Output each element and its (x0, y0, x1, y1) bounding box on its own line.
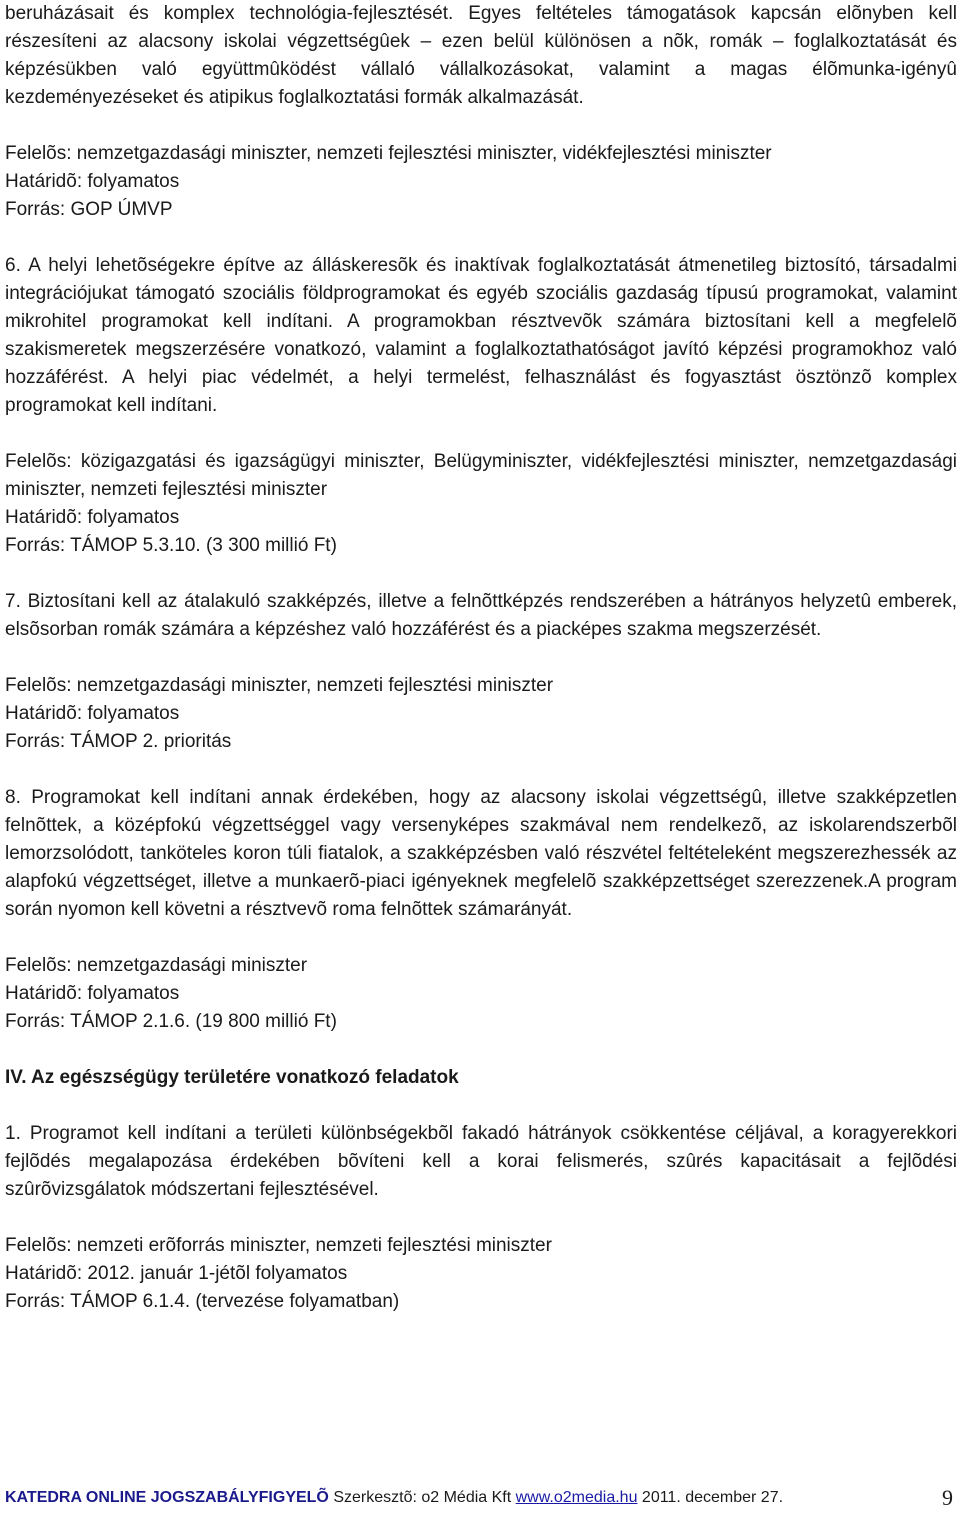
item-7-felelos: Felelõs: nemzetgazdasági miniszter, nemzeti fejlesztési miniszter (5, 675, 554, 696)
spacer (5, 560, 957, 588)
spacer (5, 644, 957, 672)
item-7-hatarido: Határidõ: folyamatos (5, 703, 180, 724)
document-page (5, 0, 957, 1316)
spacer (5, 756, 957, 784)
spacer (5, 1204, 957, 1232)
item-iv-1-felelos: Felelõs: nemzeti erõforrás miniszter, nemzeti fejlesztési miniszter (5, 1235, 552, 1256)
item-7-forras: Forrás: TÁMOP 2. prioritás (5, 731, 232, 752)
item-6-hatarido: Határidõ: folyamatos (5, 507, 180, 528)
item-6-felelos: Felelõs: közigazgatási és igazságügyi miniszter, Belügyminiszter, vidékfejlesztési miniszter, nemzetgazdasági miniszter, nemzeti fejlesztési miniszter (5, 451, 957, 500)
item-8-felelos: Felelõs: nemzetgazdasági miniszter (5, 955, 308, 976)
intro-forras: Forrás: GOP ÚMVP (5, 199, 173, 220)
item-iv-1-text: 1. Programot kell indítani a területi különbségekbõl fakadó hátrányok csökkentése céljával, a koragyerekkori fejlõdés megalapozása érdekében bõvíteni kell a korai felismerés, szûrés kapacitásait a fejlõdési szûrõvizsgálatok módszertani fejlesztésével. (5, 1123, 957, 1200)
footer-website-link[interactable]: www.o2media.hu (515, 1489, 638, 1506)
section-iv-title: IV. Az egészségügy területére vonatkozó feladatok (5, 1067, 459, 1088)
spacer (5, 1092, 957, 1120)
item-6-text: 6. A helyi lehetõségekre építve az álláskeresõk és inaktívak foglalkoztatását átmenetileg biztosító, társadalmi integrációjukat támogató szociális földprogramokat és egyéb szociális gazdaság típusú programokat, valamint mikrohitel programokat kell indítani. A programokban résztvevõk számára biztosítani kell a megfelelõ szakismeretek megszerzésére vonatkozó, valamint a foglalkoztathatóságot javító képzési programokhoz való hozzáférést. A helyi piac védelmét, a helyi termelést, felhasználást és fogyasztást ösztönzõ komplex programokat kell indítani. (5, 255, 957, 416)
spacer (5, 924, 957, 952)
item-6-forras: Forrás: TÁMOP 5.3.10. (3 300 millió Ft) (5, 535, 337, 556)
spacer (5, 420, 957, 448)
item-8-hatarido: Határidõ: folyamatos (5, 983, 180, 1004)
item-7-text: 7. Biztosítani kell az átalakuló szakképzés, illetve a felnõttképzés rendszerében a hátrányos helyzetû emberek, elsõsorban romák számára a képzéshez való hozzáférést és a piacképes szakma megszerzését. (5, 591, 957, 640)
intro-paragraph: beruházásait és komplex technológia-fejlesztését. Egyes feltételes támogatások kapcsán elõnyben kell részesíteni az alacsony iskolai végzettségûek – ezen belül különösen a nõk, romák – foglalkoztatását és képzésükben való együttmûködést vállaló vállalkozásokat, valamint a magas élõmunka-igényû kezdeményezéseket és atipikus foglalkoztatási formák alkalmazását. (5, 3, 957, 108)
footer-brand: KATEDRA ONLINE JOGSZABÁLYFIGYELÕ (5, 1489, 329, 1506)
intro-hatarido: Határidõ: folyamatos (5, 171, 180, 192)
page-number: 9 (942, 1485, 953, 1510)
spacer (5, 112, 957, 140)
footer-date: 2011. december 27. (637, 1489, 784, 1506)
item-8-text: 8. Programokat kell indítani annak érdekében, hogy az alacsony iskolai végzettségû, illetve szakképzetlen felnõttek, a középfokú végzettséggel vagy versenyképes szakmával nem rendelkezõ, az iskolarendszerbõl lemorzsolódott, tanköteles koron túli fiatalok, a szakképzésben való részvétel feltételeként megszerezhessék az alapfokú végzettséget, illetve a munkaerõ-piaci igényeknek megfelelõ szakképzettséget szerezzenek.A program során nyomon kell követni a résztvevõ roma felnõttek számarányát. (5, 787, 957, 920)
item-iv-1-forras: Forrás: TÁMOP 6.1.4. (tervezése folyamatban) (5, 1291, 400, 1312)
spacer (5, 224, 957, 252)
intro-felelos: Felelõs: nemzetgazdasági miniszter, nemzeti fejlesztési miniszter, vidékfejlesztési miniszter (5, 143, 772, 164)
page-footer (5, 1487, 955, 1509)
footer-editor: Szerkesztõ: o2 Média Kft (328, 1489, 516, 1506)
spacer (5, 1036, 957, 1064)
item-8-forras: Forrás: TÁMOP 2.1.6. (19 800 millió Ft) (5, 1011, 337, 1032)
item-iv-1-hatarido: Határidõ: 2012. január 1-jétõl folyamatos (5, 1263, 348, 1284)
